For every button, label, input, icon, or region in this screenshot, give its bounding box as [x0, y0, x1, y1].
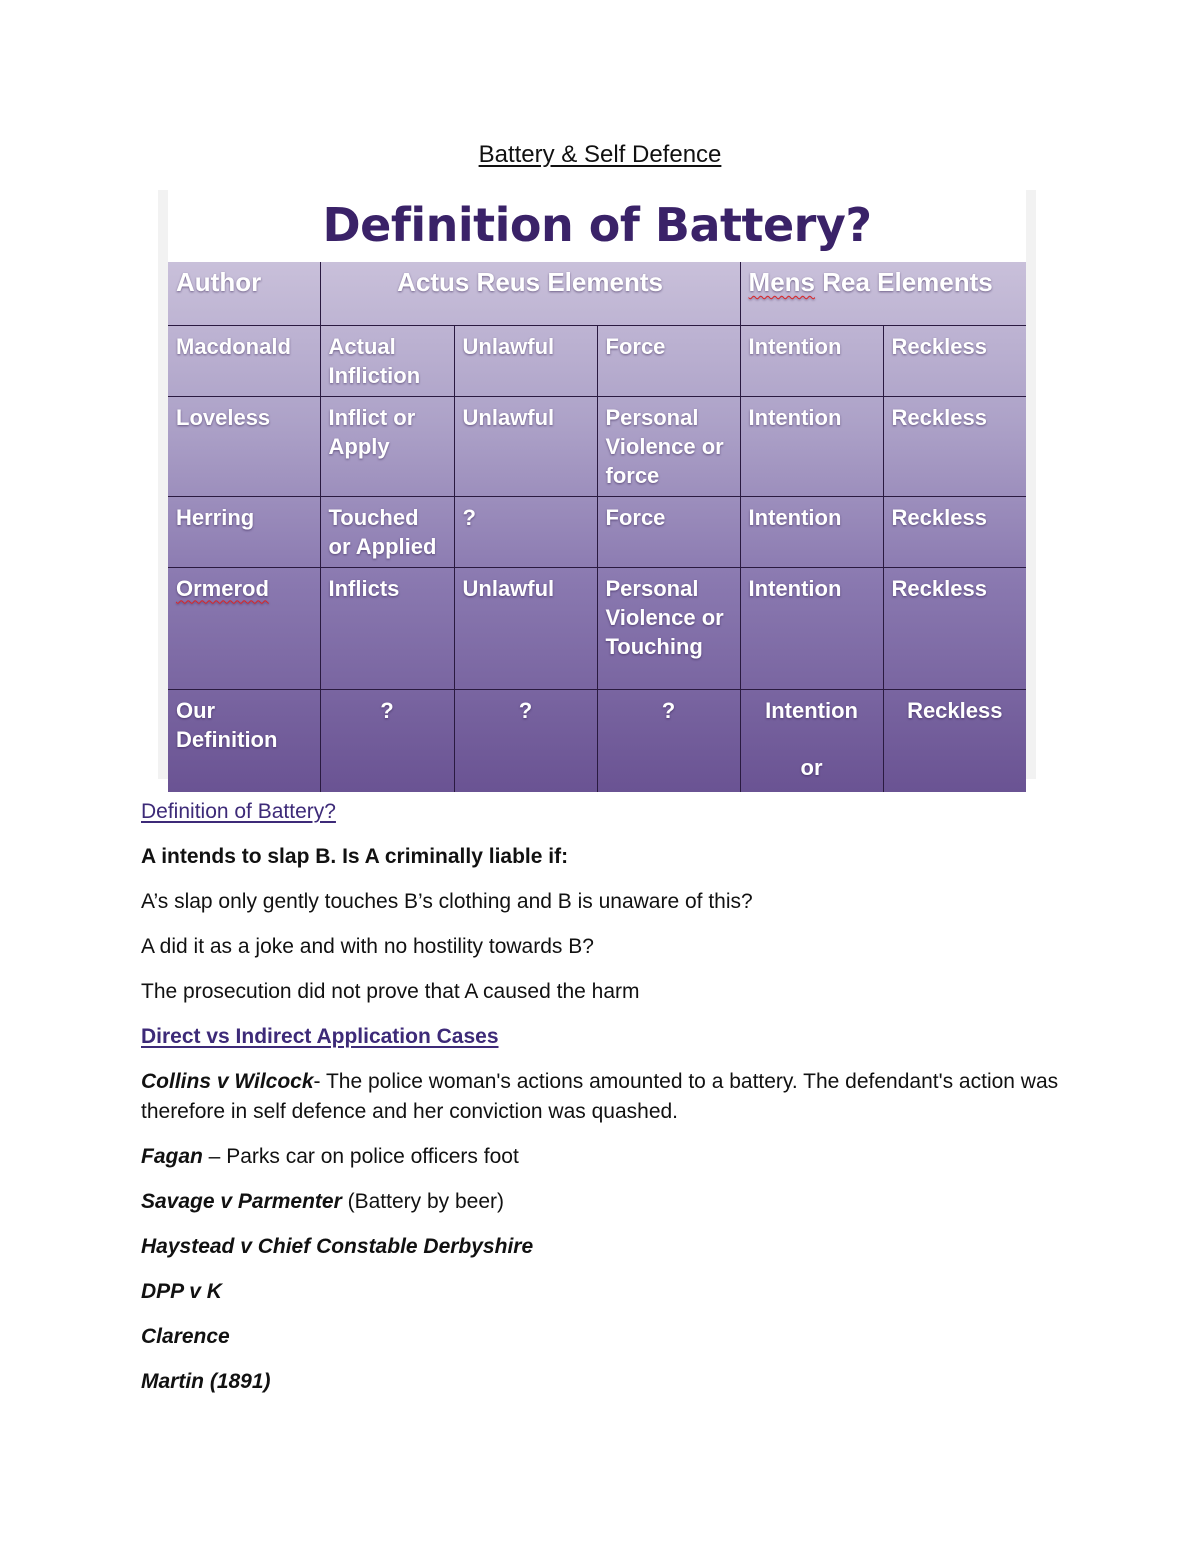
case-item	[141, 1322, 1071, 1352]
cell-unlawful: Unlawful	[454, 325, 597, 396]
cell-act: Actual Infliction	[320, 325, 454, 396]
cell-act: ?	[320, 689, 454, 792]
document-body	[141, 797, 1071, 1412]
case-description: (Battery by beer)	[341, 1190, 505, 1213]
scenario-item: A did it as a joke and with no hostility towards B?	[141, 935, 594, 958]
cell-unlawful: Unlawful	[454, 396, 597, 496]
cell-reckless: Reckless	[883, 496, 1026, 567]
case-name: Collins v Wilcock	[141, 1070, 314, 1093]
battery-definition-table	[168, 262, 1026, 792]
cell-act: Touched or Applied	[320, 496, 454, 567]
definition-heading-link[interactable]: Definition of Battery?	[141, 800, 336, 823]
cell-intention-text: Intention	[765, 697, 858, 723]
case-item	[141, 1277, 1071, 1307]
cell-intention: Intention	[740, 567, 883, 689]
cell-force: ?	[597, 689, 740, 792]
case-name: Martin (1891)	[141, 1370, 271, 1393]
case-name: Clarence	[141, 1325, 230, 1348]
case-item	[141, 1187, 1071, 1217]
cell-reckless: Reckless	[883, 689, 1026, 792]
table-row	[168, 567, 1026, 689]
scenario-item: A’s slap only gently touches B’s clothing and B is unaware of this?	[141, 890, 753, 913]
cell-author-text: Ormerod	[176, 575, 269, 601]
cell-reckless: Reckless	[883, 567, 1026, 689]
cell-force: Force	[597, 325, 740, 396]
header-actus-reus: Actus Reus Elements	[320, 262, 740, 325]
header-mens-rea	[740, 262, 1026, 325]
case-name: Savage v Parmenter	[141, 1190, 342, 1213]
cell-intention: Intention	[740, 396, 883, 496]
case-name: Fagan	[141, 1145, 203, 1168]
cell-author: Loveless	[168, 396, 320, 496]
table-row	[168, 396, 1026, 496]
scenario-item: The prosecution did not prove that A caused the harm	[141, 980, 640, 1003]
cell-or-text: or	[800, 754, 823, 780]
case-item	[141, 1232, 1071, 1262]
table-row	[168, 496, 1026, 567]
cell-author: Macdonald	[168, 325, 320, 396]
cell-unlawful: Unlawful	[454, 567, 597, 689]
cell-force: Force	[597, 496, 740, 567]
cell-author	[168, 567, 320, 689]
cell-author: Our Definition	[168, 689, 320, 792]
table-row	[168, 325, 1026, 396]
cell-author: Herring	[168, 496, 320, 567]
slide-heading: Definition of Battery?	[322, 198, 872, 252]
cell-unlawful: ?	[454, 496, 597, 567]
cases-heading-link[interactable]: Direct vs Indirect Application Cases	[141, 1025, 499, 1048]
cell-intention: Intention	[740, 325, 883, 396]
cell-intention	[740, 689, 883, 792]
case-description: - The police woman's actions amounted to a battery. The defendant's action was therefore in self defence and her conviction was quashed.	[141, 1070, 1059, 1123]
header-mens-rea-word: Mens	[748, 267, 815, 297]
cell-reckless: Reckless	[883, 396, 1026, 496]
cell-act: Inflicts	[320, 567, 454, 689]
case-item	[141, 1067, 1071, 1127]
question-text: A intends to slap B. Is A criminally liable if:	[141, 845, 569, 868]
case-item	[141, 1142, 1071, 1172]
slide-image	[158, 190, 1036, 779]
cell-force: Personal Violence or Touching	[597, 567, 740, 689]
case-name: DPP v K	[141, 1280, 222, 1303]
table-header-row	[168, 262, 1026, 325]
header-mens-rea-rest: Rea Elements	[815, 267, 993, 297]
cell-act: Inflict or Apply	[320, 396, 454, 496]
page-title: Battery & Self Defence	[478, 141, 722, 168]
cell-unlawful: ?	[454, 689, 597, 792]
header-author: Author	[168, 262, 320, 325]
case-item	[141, 1367, 1071, 1397]
slide-canvas	[168, 190, 1026, 779]
case-description: – Parks car on police officers foot	[202, 1145, 519, 1168]
cell-reckless: Reckless	[883, 325, 1026, 396]
table-row-our-definition	[168, 689, 1026, 792]
case-name: Haystead v Chief Constable Derbyshire	[141, 1235, 534, 1258]
cell-intention: Intention	[740, 496, 883, 567]
cell-force: Personal Violence or force	[597, 396, 740, 496]
